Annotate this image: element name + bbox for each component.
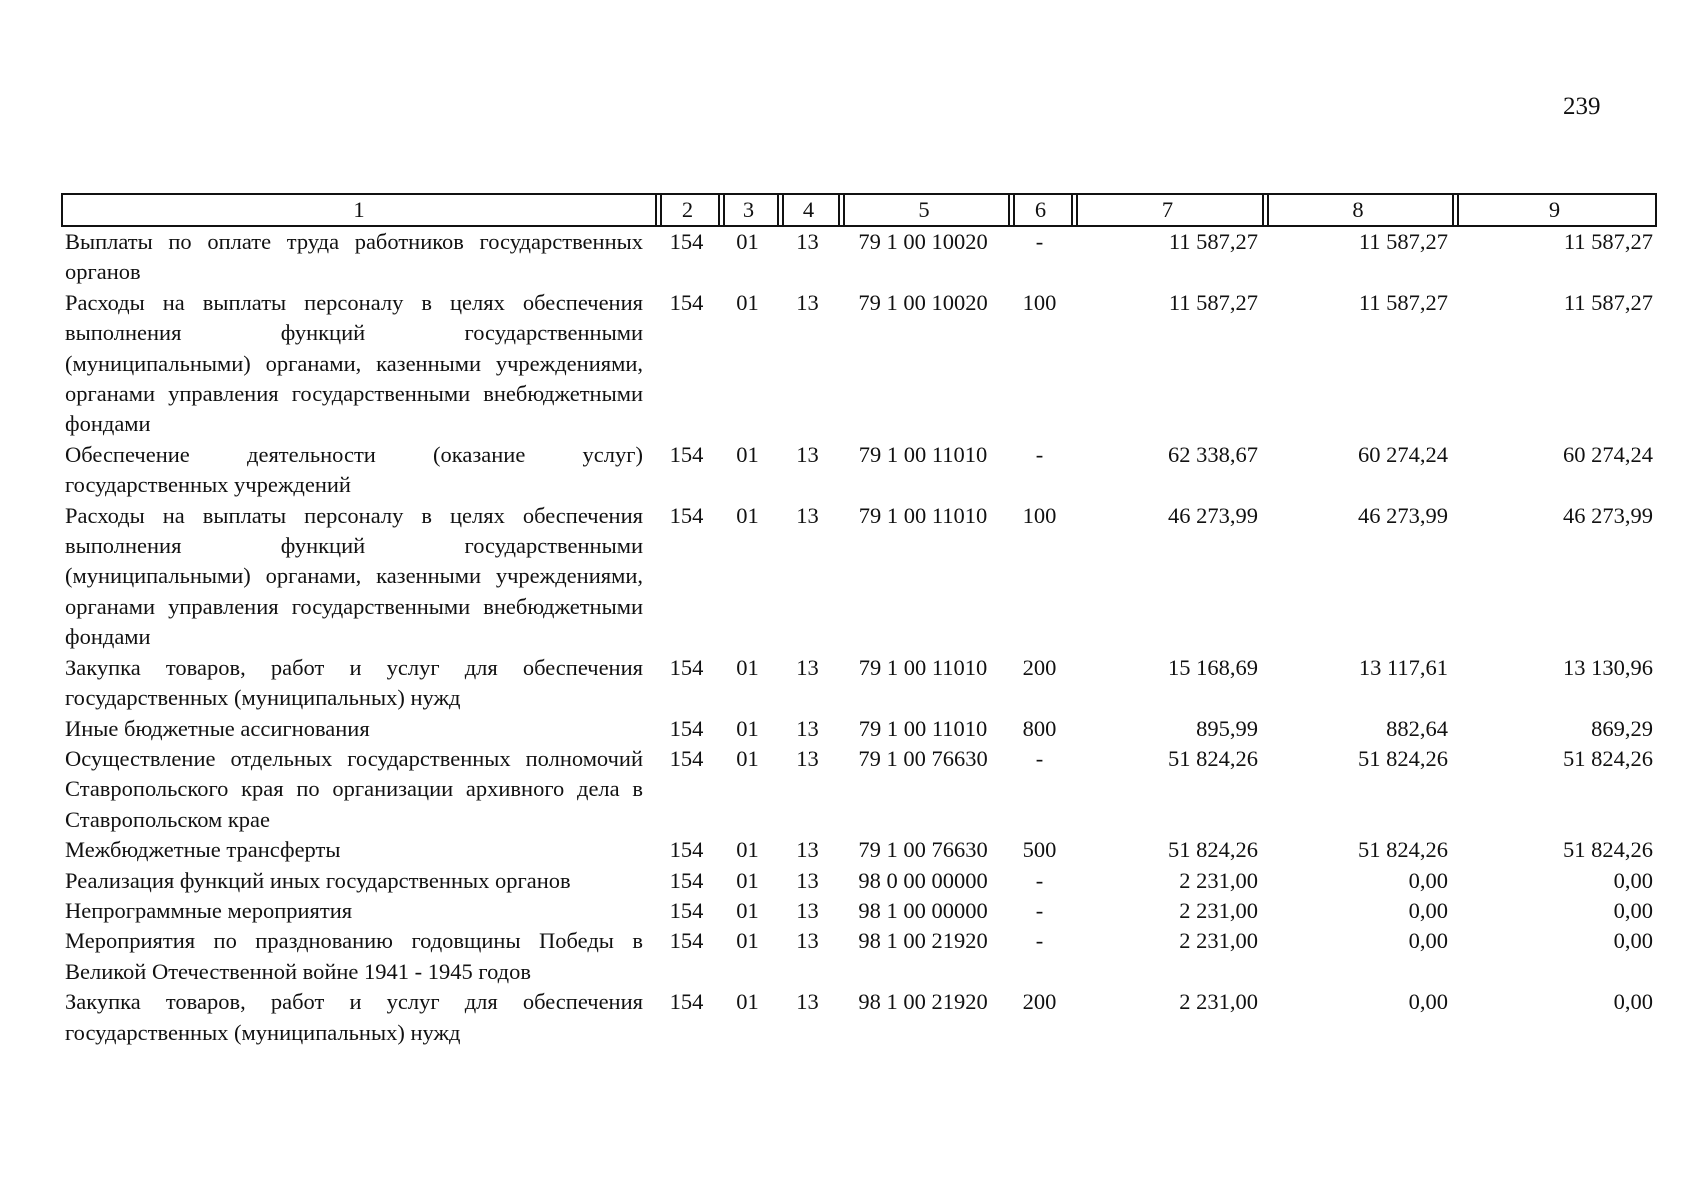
row-target-article: 79 1 00 76630 [858,745,988,771]
row-name: Закупка товаров, работ и услуг для обеспечения государственных (муниципальных) нужд [65,654,643,711]
row-name: Иные бюджетные ассигнования [65,715,370,741]
row-target-article: 79 1 00 10020 [858,289,988,315]
row-expense-type: 500 [1022,837,1057,863]
row-target-article: 79 1 00 11010 [858,441,988,467]
row-subsection: 13 [796,715,819,741]
row-amount-col8: 51 824,26 [1358,837,1448,863]
row-amount-col7: 51 824,26 [1168,837,1258,863]
row-amount-col8: 0,00 [1408,897,1448,923]
row-name: Реализация функций иных государственных органов [65,867,571,893]
row-name: Осуществление отдельных государственных полномочий Ставропольского края по организации архивного дела в Ставропольском крае [65,745,643,832]
row-amount-col9: 13 130,96 [1563,654,1653,680]
row-name: Расходы на выплаты персоналу в целях обеспечения выполнения функций государственными (муниципальными) органами, казенными учреждениями, органами управления государственными внебюджетными фондами [65,502,643,650]
row-grbs: 154 [669,745,704,771]
row-section: 01 [736,897,759,923]
row-grbs: 154 [669,654,704,680]
row-target-article: 98 1 00 21920 [858,989,988,1015]
row-grbs: 154 [669,897,704,923]
row-expense-type: 200 [1022,654,1057,680]
row-section: 01 [736,715,759,741]
row-amount-col8: 0,00 [1408,989,1448,1015]
row-amount-col7: 15 168,69 [1168,654,1258,680]
row-target-article: 79 1 00 11010 [858,715,988,741]
row-amount-col9: 51 824,26 [1563,837,1653,863]
table-row [61,440,1657,501]
row-expense-type: - [1035,229,1044,254]
row-section: 01 [736,745,759,771]
row-amount-col9: 869,29 [1591,715,1653,741]
row-expense-type: 100 [1022,502,1057,528]
row-amount-col7: 2 231,00 [1179,867,1258,893]
row-name: Закупка товаров, работ и услуг для обеспечения государственных (муниципальных) нужд [65,989,643,1045]
row-subsection: 13 [796,867,819,893]
row-name: Расходы на выплаты персоналу в целях обеспечения выполнения функций государственными (муниципальными) органами, казенными учреждениями, органами управления государственными внебюджетными фондами [65,289,643,437]
row-grbs: 154 [669,837,704,863]
row-amount-col7: 46 273,99 [1168,502,1258,528]
header-col-7: 7 [1071,193,1262,227]
row-name: Межбюджетные трансферты [65,837,341,863]
row-name: Выплаты по оплате труда работников государственных органов [65,229,643,285]
header-col-9: 9 [1452,193,1657,227]
row-subsection: 13 [796,897,819,923]
table-row [61,501,1657,653]
row-subsection: 13 [796,989,819,1015]
row-target-article: 98 1 00 00000 [858,897,988,923]
row-section: 01 [736,867,759,893]
row-amount-col8: 11 587,27 [1358,289,1448,315]
row-amount-col8: 882,64 [1386,715,1448,741]
table-row [61,866,1657,896]
table-row [61,926,1657,987]
row-expense-type: - [1035,867,1044,893]
table-row [61,288,1657,440]
row-subsection: 13 [796,837,819,863]
row-subsection: 13 [796,229,819,254]
header-col-8: 8 [1262,193,1452,227]
table-row [61,987,1657,1048]
row-subsection: 13 [796,928,819,954]
row-section: 01 [736,654,759,680]
row-section: 01 [736,989,759,1015]
row-grbs: 154 [669,989,704,1015]
row-expense-type: - [1035,441,1044,467]
row-amount-col9: 51 824,26 [1563,745,1653,771]
row-target-article: 79 1 00 76630 [858,837,988,863]
row-expense-type: 800 [1022,715,1057,741]
header-col-1: 1 [61,193,655,227]
row-grbs: 154 [669,715,704,741]
row-subsection: 13 [796,654,819,680]
header-col-4: 4 [777,193,838,227]
page-number: 239 [1563,93,1601,120]
table-row [61,744,1657,835]
row-amount-col9: 0,00 [1613,928,1653,954]
row-name: Обеспечение деятельности (оказание услуг) государственных учреждений [65,441,643,498]
row-amount-col7: 62 338,67 [1168,441,1258,467]
row-amount-col8: 0,00 [1408,928,1448,954]
row-expense-type: - [1035,897,1044,923]
row-name: Непрограммные мероприятия [65,897,353,923]
row-grbs: 154 [669,229,704,254]
row-subsection: 13 [796,441,819,467]
header-col-2: 2 [655,193,718,227]
row-grbs: 154 [669,289,704,315]
header-col-5: 5 [838,193,1008,227]
row-target-article: 98 0 00 00000 [858,867,988,893]
row-amount-col7: 11 587,27 [1168,229,1258,254]
row-amount-col8: 60 274,24 [1358,441,1448,467]
row-subsection: 13 [796,745,819,771]
table-row [61,714,1657,744]
budget-table [61,193,1657,1048]
table-row [61,896,1657,926]
row-amount-col8: 46 273,99 [1358,502,1448,528]
row-amount-col9: 0,00 [1613,867,1653,893]
table-row [61,653,1657,714]
row-expense-type: - [1035,745,1044,771]
row-section: 01 [736,441,759,467]
row-grbs: 154 [669,928,704,954]
row-section: 01 [736,837,759,863]
row-subsection: 13 [796,289,819,315]
row-section: 01 [736,928,759,954]
row-amount-col8: 11 587,27 [1358,229,1448,254]
row-amount-col7: 895,99 [1196,715,1258,741]
row-subsection: 13 [796,502,819,528]
row-section: 01 [736,289,759,315]
row-amount-col9: 0,00 [1613,897,1653,923]
row-amount-col7: 11 587,27 [1168,289,1258,315]
row-amount-col7: 2 231,00 [1179,897,1258,923]
row-amount-col8: 0,00 [1408,867,1448,893]
row-target-article: 79 1 00 11010 [858,654,988,680]
row-amount-col8: 51 824,26 [1358,745,1448,771]
row-grbs: 154 [669,441,704,467]
row-target-article: 98 1 00 21920 [858,928,988,954]
row-target-article: 79 1 00 11010 [858,502,988,528]
table-header [61,193,1657,227]
header-row [61,193,1657,227]
row-amount-col7: 51 824,26 [1168,745,1258,771]
table-row [61,227,1657,288]
row-amount-col9: 11 587,27 [1563,229,1653,254]
row-section: 01 [736,502,759,528]
row-amount-col9: 60 274,24 [1563,441,1653,467]
row-expense-type: 200 [1022,989,1057,1015]
row-grbs: 154 [669,502,704,528]
row-target-article: 79 1 00 10020 [858,229,988,254]
row-amount-col9: 0,00 [1613,989,1653,1015]
row-amount-col8: 13 117,61 [1358,654,1448,680]
row-section: 01 [736,229,759,254]
row-expense-type: - [1035,928,1044,954]
row-grbs: 154 [669,867,704,893]
table-row [61,835,1657,865]
table-body [61,227,1657,1048]
header-col-3: 3 [718,193,777,227]
header-col-6: 6 [1008,193,1071,227]
row-expense-type: 100 [1022,289,1057,315]
row-amount-col7: 2 231,00 [1179,928,1258,954]
row-amount-col9: 46 273,99 [1563,502,1653,528]
row-name: Мероприятия по празднованию годовщины Победы в Великой Отечественной войне 1941 - 1945 годов [65,928,643,984]
row-amount-col7: 2 231,00 [1179,989,1258,1015]
row-amount-col9: 11 587,27 [1563,289,1653,315]
